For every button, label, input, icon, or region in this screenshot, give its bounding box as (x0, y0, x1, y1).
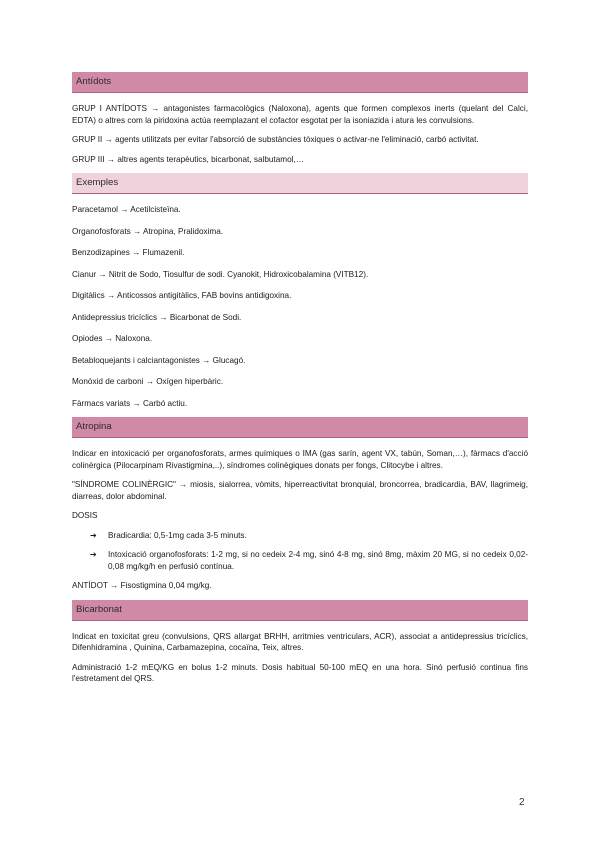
example-item: Digitàlics → Anticossos antigitàlics, FAB bovins antidigoxina. (72, 291, 292, 300)
atropina-cholinergic-syndrome: "SÍNDROME COLINÈRGIC" → miosis, sialorrea, vòmits, hiperreactivitat bronquial, broncorrea, bradicardia, BAV, llagrimeig, diarreas, dolor abdominal. (72, 480, 528, 501)
section-header-exemples: Exemples (72, 173, 528, 194)
document-body (72, 72, 528, 685)
example-item: Antidepressius tricíclics → Bicarbonat de Sodi. (72, 312, 242, 322)
atropina-dosis-label: DOSIS (72, 511, 98, 520)
example-item: Fàrmacs variats → Carbó actiu. (72, 398, 188, 408)
bicarbonat-indication: Indicat en toxicitat greu (convulsions, QRS allargat BRHH, arritmies ventriculars, ACR), associat a antidepressius tricíclics, Difenhidramina , Quinina, Carbamazepina, cocaïna, Teix, altres. (72, 631, 528, 652)
example-item: Organofosforats → Atropina, Pralidoxima. (72, 226, 224, 236)
antidots-group-2: GRUP II → agents utilitzats per evitar l'absorció de substàncies tòxiques o activar-ne l'eliminació, carbó activitat. (72, 135, 479, 144)
example-item: Benzodizapines → Flumazenil. (72, 248, 185, 257)
example-item: Paracetamol → Acetilcisteïna. (72, 205, 181, 214)
page-number: 2 (519, 797, 525, 808)
section-header-atropina: Atropina (72, 417, 528, 438)
bicarbonat-administration: Administració 1-2 mEQ/KG en bolus 1-2 minuts. Dosis habitual 50-100 mEQ en una hora. Sinó perfusió continua fins l'estretament del QRS. (72, 662, 528, 683)
arrow-bullet-icon: ➔ (90, 530, 97, 540)
example-item: Monòxid de carboni → Oxígen hiperbàric. (72, 377, 224, 386)
example-item: Opiodes → Naloxona. (72, 334, 153, 343)
example-item: Betabloquejants i calciantagonistes → Glucagó. (72, 355, 246, 365)
dosis-item-text: Intoxicació organofosforats: 1-2 mg, si no cedeix 2-4 mg, sinó 4-8 mg, sinó 8mg, màxim 20 MG, si no cedeix 0,02-0,08 mg/kg/h en perfusió contínua. (108, 550, 528, 571)
dosis-item (90, 549, 528, 572)
antidots-group-1: GRUP I ANTÍDOTS → antagonistes farmacològics (Naloxona), agents que formen complexos inerts (quelant del Calci, EDTA) o altres com la piridoxina actúa reemplazant el cofactor esgotat per la isoniazida i atura les convulsions. (72, 104, 528, 125)
arrow-bullet-icon: ➔ (90, 550, 97, 559)
dosis-list (72, 530, 528, 573)
example-item: Cianur → Nitrit de Sodo, Tiosulfur de sodi. Cyanokit, Hidroxicobalamina (VITB12). (72, 269, 369, 279)
atropina-indication: Indicar en intoxicació per organofosforats, armes químiques o IMA (gas sarín, agent VX, tabún, Soman,…), fàrmacs d'acció colinèrgica (Pilocarpinam Rivastigmina,..), síndromes colinègiques donats per fongs, Clitocybe i altres. (72, 449, 528, 470)
section-header-bicarbonat: Bicarbonat (72, 600, 528, 621)
atropina-antidot: ANTÍDOT → Fisostigmina 0,04 mg/kg. (72, 581, 212, 590)
section-header-antidots: Antídots (72, 72, 528, 93)
dosis-item (90, 530, 528, 542)
dosis-item-text: Bradicardia: 0,5-1mg cada 3-5 minuts. (108, 530, 247, 540)
antidots-group-3: GRUP III → altres agents terapèutics, bicarbonat, salbutamol,… (72, 154, 304, 164)
